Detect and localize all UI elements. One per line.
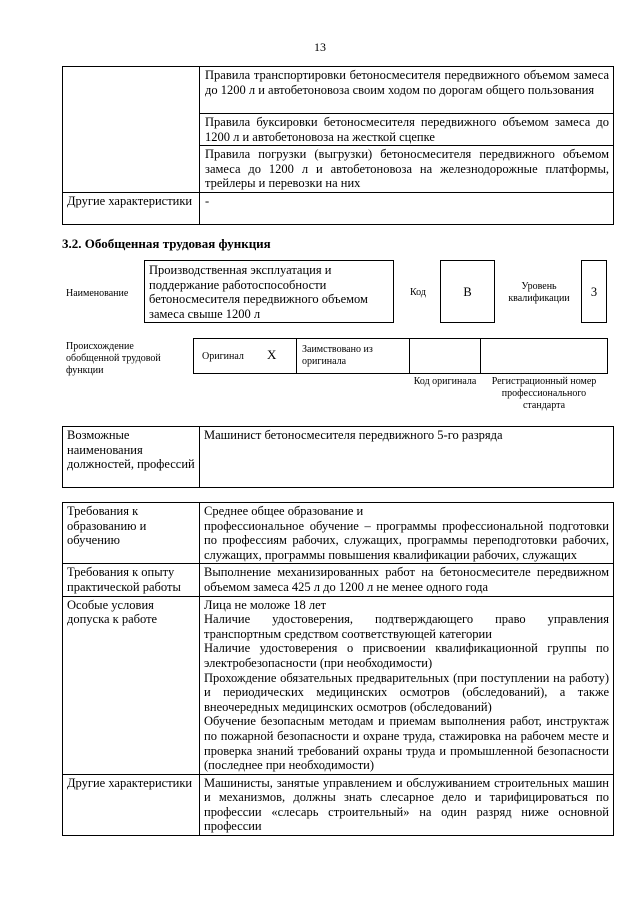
reg-number-caption: Регистрационный номер профессионального стандарта [491,376,597,411]
table-cell-value: - [200,193,614,225]
positions-table [62,426,614,488]
original-cell [193,338,297,374]
table-row [63,193,614,225]
table-row [63,427,614,488]
table-cell-label: Возможные наименования должностей, профессий [63,427,200,488]
level-label: Уровень квалификации [508,281,570,304]
name-value-box [144,260,394,323]
code-original-caption: Код оригинала [413,376,477,387]
reg-number-cell [480,338,608,374]
table-cell-value [200,774,614,835]
code-value-box [440,260,495,323]
table-cell-item: Правила погрузки (выгрузки) бетоносмесителя передвижного объемом замеса до 1200 л и автобетоновоза на железнодорожные платформы, трейлеры и перевозки на них [200,146,614,193]
table-row [63,564,614,596]
table-cell-item: Правила транспортировки бетоносмесителя передвижного объемом замеса до 1200 л и автобетоновоза своим ходом по дорогам общего пользования [200,67,614,114]
table-cell-label [63,67,200,193]
name-value: Производственная эксплуатация и поддержание работоспособности бетоносмесителя передвижного объемом замеса свыше 1200 л [149,263,368,321]
code-original-cell [409,338,481,374]
table-cell-value: Машинист бетоносмесителя передвижного 5-го разряда [200,427,614,488]
table-cell-label: Другие характеристики [63,193,200,225]
name-label: Наименование [66,288,129,299]
origin-label: Происхождение обобщенной трудовой функции [66,341,161,376]
continuation-table [62,66,614,225]
requirements-table [62,502,614,836]
level-value-box [581,260,607,323]
table-cell-label: Особые условия допуска к работе [63,596,200,774]
requirement-line: Наличие удостоверения, подтверждающего право управления транспортным средством соответствующей категории [204,612,609,641]
code-value: B [463,285,472,299]
original-label: Оригинал [202,351,244,362]
requirement-line: Выполнение механизированных работ на бетоносмесителе передвижном объемом замеса 425 л до 1200 л не менее одного года [204,565,609,594]
level-value: 3 [590,285,598,299]
borrowed-cell [296,338,410,374]
table-cell-label: Другие характеристики [63,774,200,835]
requirement-line: профессиональное обучение – программы профессиональной подготовки по профессиям рабочих, служащих, программы переподготовки рабочих, служащих, программы повышения квалификации рабочих, служащих [204,518,609,562]
table-row [63,596,614,774]
requirement-line: Машинисты, занятые управлением и обслуживанием строительных машин и механизмов, должны знать слесарное дело и тарифицироваться по профессии «слесарь строительный» на один разряд ниже основной профессии [204,775,609,834]
section-title: 3.2. Обобщенная трудовая функция [62,236,271,251]
requirement-line: Обучение безопасным методам и приемам выполнения работ, инструктаж по пожарной безопасности и охране труда, стажировка на рабочем месте и проверка знаний требований охраны труда и промышленной безопасности (последнее при необходимости) [204,714,609,773]
requirement-line: Наличие удостоверения о присвоении квалификационной группы по электробезопасности (при необходимости) [204,641,609,670]
table-cell-value [200,596,614,774]
requirement-line: Лица не моложе 18 лет [204,597,327,612]
table-row [63,774,614,835]
table-cell-label: Требования к опыту практической работы [63,564,200,596]
table-cell-item: Правила буксировки бетоносмесителя передвижного объемом замеса до 1200 л и автобетоновоза на жесткой сцепке [200,114,614,146]
table-cell-value [200,503,614,564]
borrowed-label: Заимствовано из оригинала [302,344,373,367]
code-label: Код [410,287,426,298]
table-cell-value [200,564,614,596]
table-row [63,503,614,564]
page-number: 13 [314,40,326,54]
requirement-line: Прохождение обязательных предварительных (при поступлении на работу) и периодических медицинских осмотров (обследований), а также внеочередных медицинских осмотров (обследований) [204,670,609,714]
original-mark: X [267,347,277,362]
table-cell-label: Требования к образованию и обучению [63,503,200,564]
table-row [63,67,614,114]
requirement-line: Среднее общее образование и [204,504,364,518]
